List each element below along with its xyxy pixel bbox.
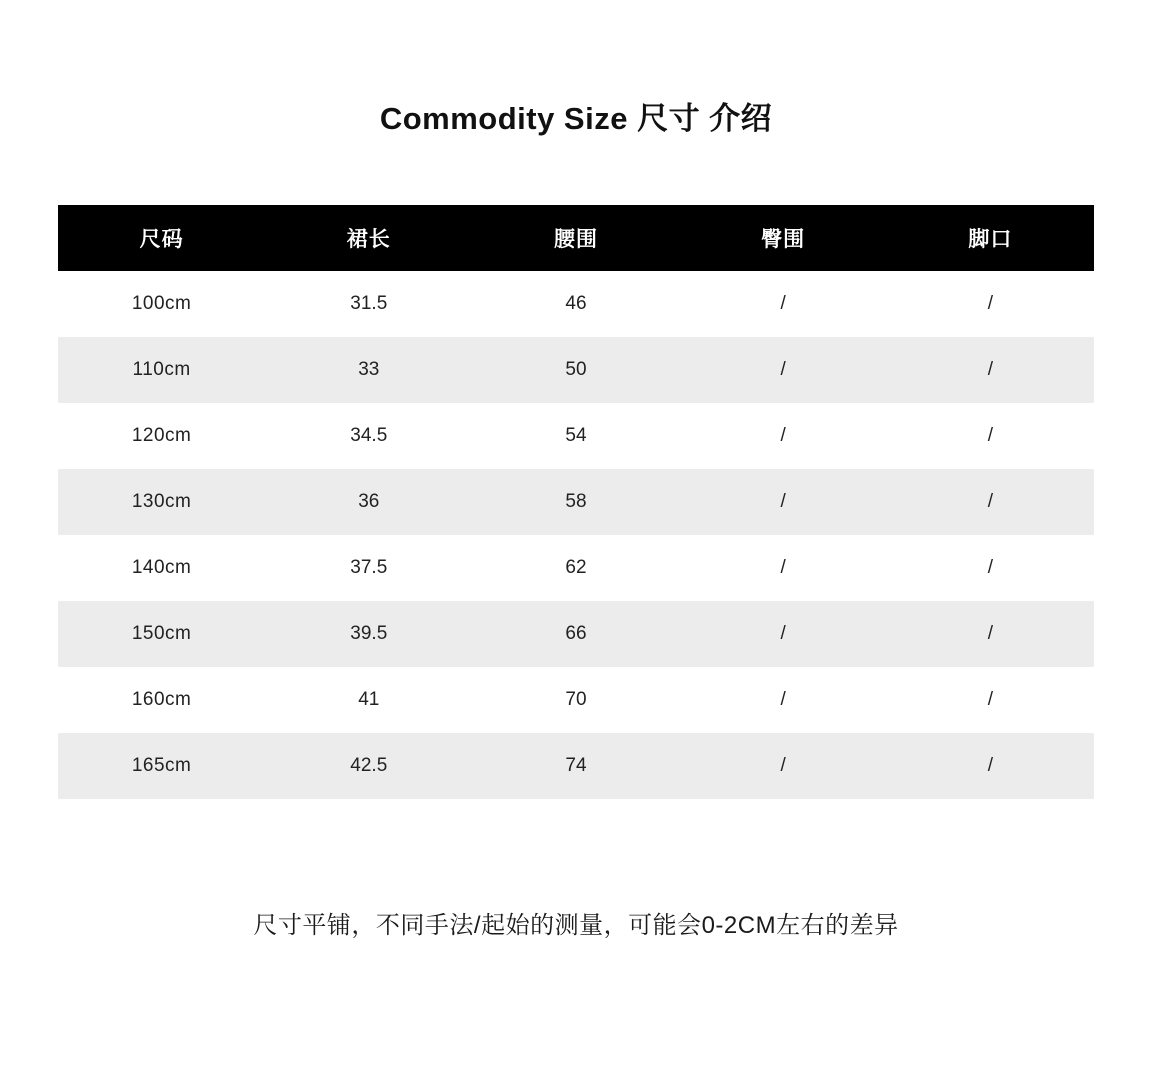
cell-length: 42.5 xyxy=(265,733,472,799)
cell-waist: 62 xyxy=(472,535,679,601)
cell-waist: 70 xyxy=(472,667,679,733)
cell-size: 130cm xyxy=(58,469,265,535)
table-row xyxy=(58,601,1094,667)
cell-waist: 58 xyxy=(472,469,679,535)
cell-cuff: / xyxy=(887,667,1094,733)
size-table xyxy=(58,205,1094,799)
column-header-length: 裙长 xyxy=(265,205,472,271)
column-header-size: 尺码 xyxy=(58,205,265,271)
table-row xyxy=(58,469,1094,535)
table-row xyxy=(58,337,1094,403)
cell-hip: / xyxy=(680,469,887,535)
column-header-cuff: 脚口 xyxy=(887,205,1094,271)
cell-length: 31.5 xyxy=(265,271,472,337)
cell-waist: 50 xyxy=(472,337,679,403)
cell-waist: 66 xyxy=(472,601,679,667)
cell-length: 37.5 xyxy=(265,535,472,601)
table-row xyxy=(58,535,1094,601)
cell-cuff: / xyxy=(887,337,1094,403)
measurement-note: 尺寸平铺，不同手法/起始的测量，可能会0-2CM左右的差异 xyxy=(253,912,899,939)
cell-hip: / xyxy=(680,733,887,799)
cell-cuff: / xyxy=(887,403,1094,469)
cell-cuff: / xyxy=(887,469,1094,535)
column-header-waist: 腰围 xyxy=(472,205,679,271)
table-header-row xyxy=(58,205,1094,271)
cell-hip: / xyxy=(680,337,887,403)
table-row xyxy=(58,403,1094,469)
cell-waist: 46 xyxy=(472,271,679,337)
cell-hip: / xyxy=(680,667,887,733)
table-body xyxy=(58,271,1094,799)
cell-hip: / xyxy=(680,601,887,667)
table-row xyxy=(58,667,1094,733)
size-table-container xyxy=(58,205,1094,799)
cell-length: 34.5 xyxy=(265,403,472,469)
cell-size: 120cm xyxy=(58,403,265,469)
cell-hip: / xyxy=(680,403,887,469)
cell-cuff: / xyxy=(887,271,1094,337)
cell-size: 100cm xyxy=(58,271,265,337)
cell-cuff: / xyxy=(887,601,1094,667)
cell-waist: 74 xyxy=(472,733,679,799)
cell-length: 41 xyxy=(265,667,472,733)
cell-length: 33 xyxy=(265,337,472,403)
cell-size: 160cm xyxy=(58,667,265,733)
table-row xyxy=(58,271,1094,337)
table-header xyxy=(58,205,1094,271)
cell-size: 165cm xyxy=(58,733,265,799)
table-row xyxy=(58,733,1094,799)
page-title: Commodity Size 尺寸 介绍 xyxy=(379,101,773,136)
cell-cuff: / xyxy=(887,733,1094,799)
cell-cuff: / xyxy=(887,535,1094,601)
cell-hip: / xyxy=(680,535,887,601)
cell-length: 39.5 xyxy=(265,601,472,667)
column-header-hip: 臀围 xyxy=(680,205,887,271)
cell-length: 36 xyxy=(265,469,472,535)
cell-hip: / xyxy=(680,271,887,337)
cell-waist: 54 xyxy=(472,403,679,469)
cell-size: 110cm xyxy=(58,337,265,403)
cell-size: 150cm xyxy=(58,601,265,667)
cell-size: 140cm xyxy=(58,535,265,601)
